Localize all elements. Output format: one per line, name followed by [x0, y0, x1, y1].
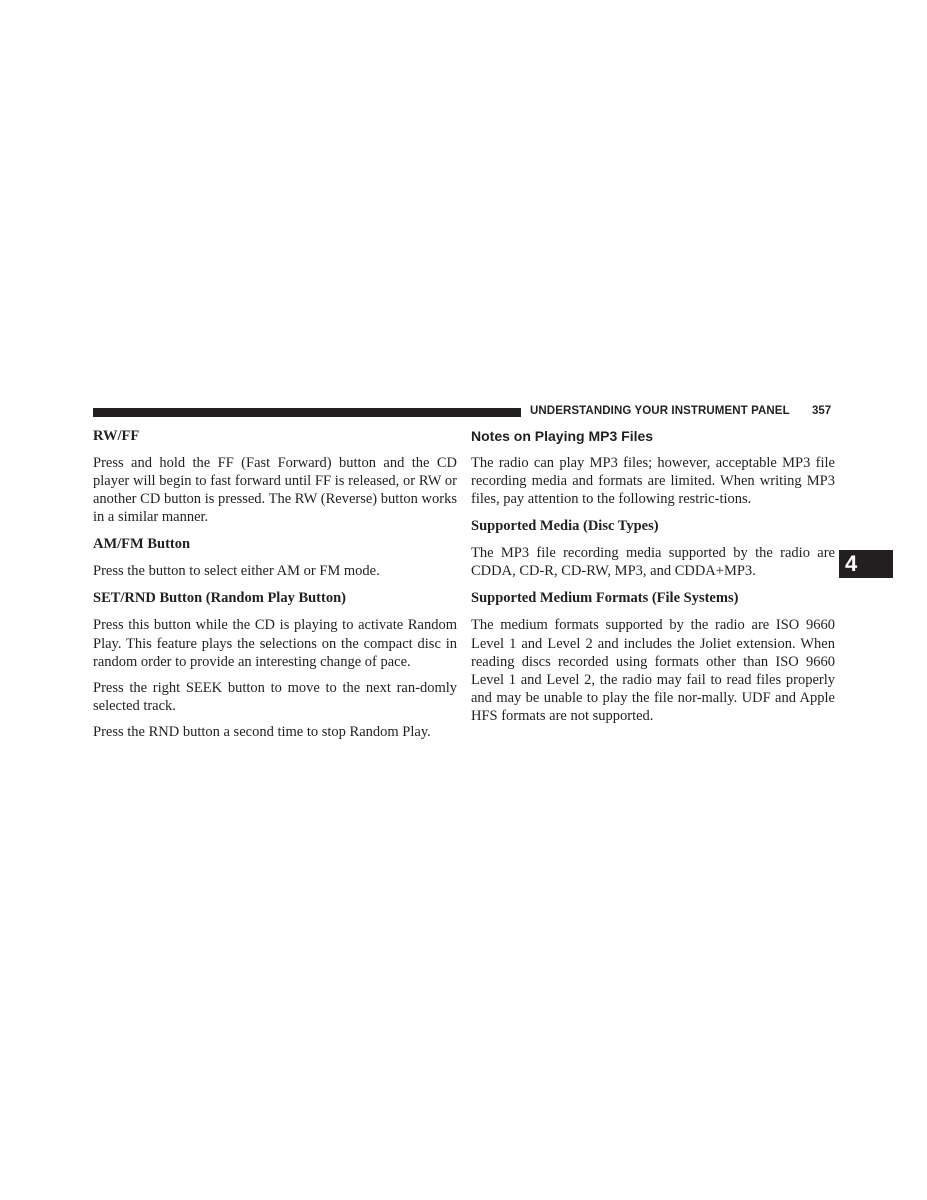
section-heading-media: Supported Media (Disc Types) — [471, 518, 659, 535]
page-number: 357 — [812, 405, 832, 417]
paragraph-media: The MP3 file recording media supported by the radio are CDDA, CD-R, CD-RW, MP3, and CDDA+MP3. — [471, 545, 835, 580]
section-heading-rwff: RW/FF — [93, 428, 140, 444]
paragraph-setrnd-3: Press the RND button a second time to stop Random Play. — [93, 723, 431, 740]
header-rule — [93, 408, 521, 417]
chapter-tab: 4 — [839, 550, 893, 578]
paragraph-amfm: Press the button to select either AM or FM mode. — [93, 563, 380, 580]
running-header: UNDERSTANDING YOUR INSTRUMENT PANEL — [530, 405, 790, 417]
right-column — [471, 427, 835, 725]
paragraph-rwff: Press and hold the FF (Fast Forward) button and the CD player will begin to fast forward until FF is released, or RW or another CD button is pressed. The RW (Reverse) button works in a similar manner. — [93, 455, 457, 526]
section-heading-setrnd: SET/RND Button (Random Play Button) — [93, 590, 346, 607]
paragraph-setrnd-1: Press this button while the CD is playing to activate Random Play. This feature plays the selections on the compact disc in random order to provide an interesting change of pace. — [93, 617, 457, 670]
left-column — [93, 427, 457, 741]
paragraph-setrnd-2: Press the right SEEK button to move to the next ran-domly selected track. — [93, 679, 457, 714]
paragraph-formats: The medium formats supported by the radio are ISO 9660 Level 1 and Level 2 and includes the Joliet extension. When reading discs recorded using formats other than ISO 9660 Level 1 and Level 2, the radio may fail to read files properly and may be unable to play the file nor-mally. UDF and Apple HFS formats are not supported. — [471, 617, 835, 724]
section-heading-mp3: Notes on Playing MP3 Files — [471, 428, 654, 444]
section-heading-formats: Supported Medium Formats (File Systems) — [471, 590, 739, 607]
paragraph-mp3: The radio can play MP3 files; however, acceptable MP3 file recording media and formats are limited. When writing MP3 files, pay attention to the following restric-tions. — [471, 455, 835, 508]
section-heading-amfm: AM/FM Button — [93, 536, 191, 553]
